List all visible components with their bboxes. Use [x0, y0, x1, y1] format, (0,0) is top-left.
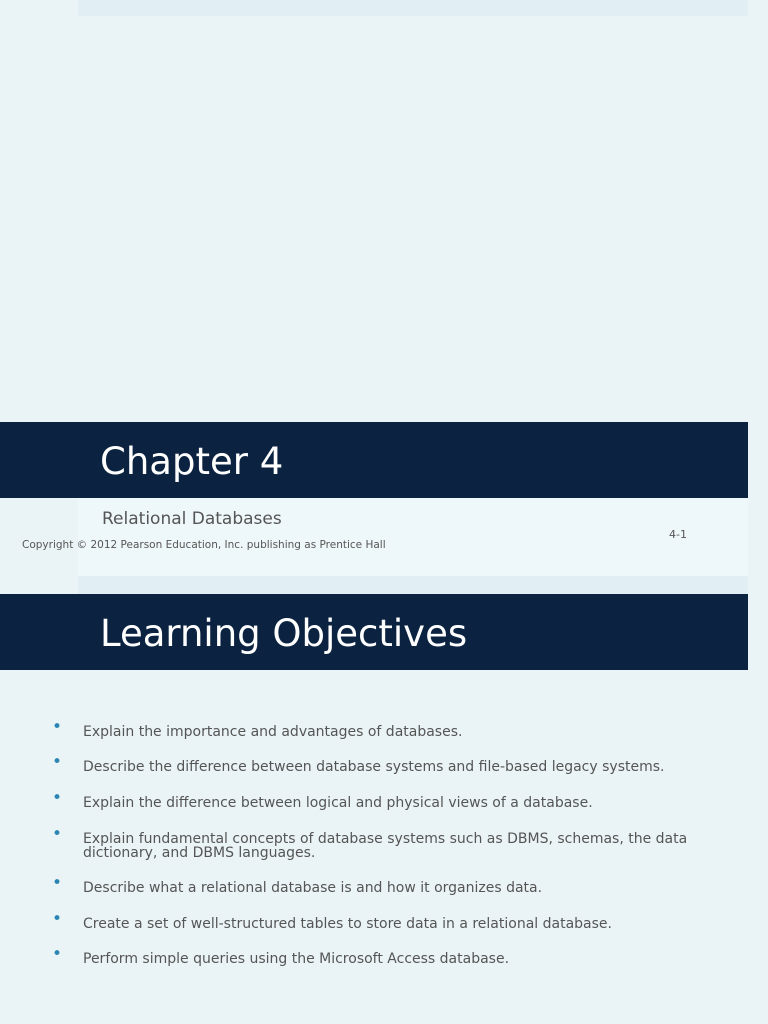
objective-text: Describe the difference between database systems and file-based legacy systems. [83, 759, 665, 775]
objective-text: Create a set of well-structured tables to store data in a relational database. [83, 916, 612, 932]
objective-text: Explain the difference between logical and physical views of a database. [83, 795, 593, 811]
bullet-icon: • [52, 944, 63, 964]
objective-text: Explain fundamental concepts of database systems such as DBMS, schemas, the data dictionary, and DBMS languages. [83, 831, 688, 861]
copyright-notice: Copyright © 2012 Pearson Education, Inc. publishing as Prentice Hall [22, 539, 386, 551]
bullet-icon: • [52, 717, 63, 737]
objectives-title: Learning Objectives [100, 612, 468, 655]
objective-text: Perform simple queries using the Microsoft Access database. [83, 951, 510, 967]
bullet-icon: • [52, 752, 63, 772]
bullet-icon: • [52, 873, 63, 893]
chapter-title: Chapter 4 [100, 440, 284, 483]
objective-text: Describe what a relational database is and how it organizes data. [83, 880, 543, 896]
chapter-subtitle: Relational Databases [102, 509, 282, 529]
bullet-icon: • [52, 788, 63, 808]
bullet-icon: • [52, 824, 63, 844]
page-number: 4-1 [669, 528, 687, 541]
objective-text: Explain the importance and advantages of databases. [83, 724, 463, 740]
bullet-icon: • [52, 909, 63, 929]
